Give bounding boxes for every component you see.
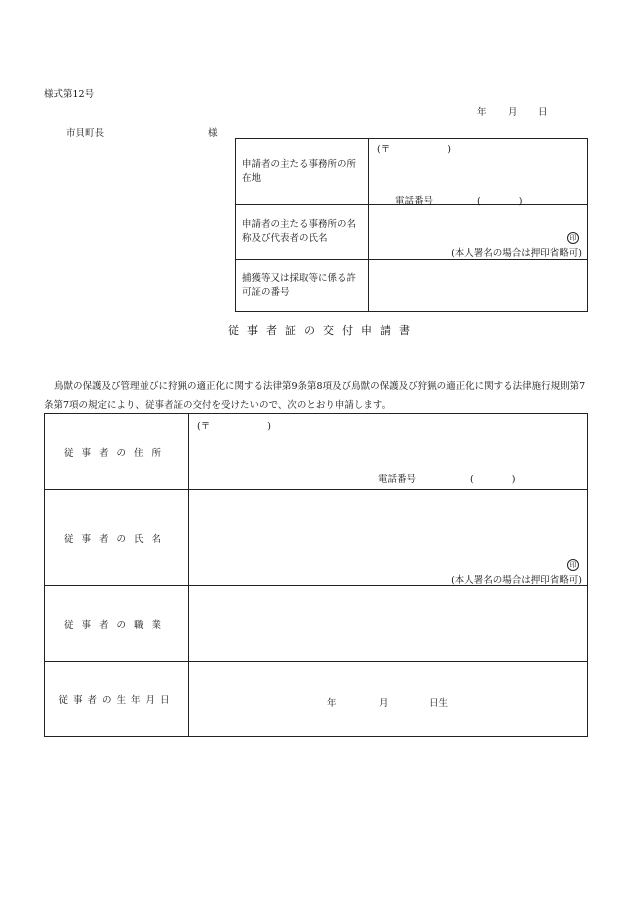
worker-address-field[interactable] <box>189 414 588 490</box>
worker-phone-paren: ( ) <box>470 474 516 485</box>
applicant-name-field[interactable] <box>369 205 588 260</box>
applicant-phone-label: 電話番号 <box>395 196 434 207</box>
worker-address-label: 従事者の住所 <box>63 447 169 459</box>
applicant-name-label: 申請者の主たる事務所の名称及び代表者の氏名 <box>242 219 357 244</box>
applicant-address-label: 申請者の主たる事務所の所在地 <box>242 158 357 184</box>
addressee-honorific: 様 <box>208 128 218 139</box>
applicant-address-field[interactable] <box>369 139 588 205</box>
worker-name-field[interactable] <box>189 490 588 586</box>
applicant-name-label-cell <box>236 205 369 260</box>
worker-occupation-label-cell <box>45 586 189 662</box>
seal-icon: 印 <box>567 232 579 244</box>
birthdate-month: 月 <box>379 698 389 709</box>
worker-address-label-cell <box>45 414 189 490</box>
worker-birthdate-label: 従事者の生年月日 <box>58 695 175 706</box>
applicant-permit-field[interactable] <box>369 260 588 312</box>
applicant-permit-label-cell <box>236 260 369 312</box>
worker-name-label-cell <box>45 490 189 586</box>
applicant-permit-label: 捕獲等又は採取等に係る許可証の番号 <box>242 272 357 298</box>
worker-phone-label: 電話番号 <box>378 474 417 485</box>
worker-occupation-label: 従事者の職業 <box>63 619 169 631</box>
applicant-address-label-cell <box>236 139 369 205</box>
worker-occupation-field[interactable] <box>189 586 588 662</box>
applicant-postal: (〒 ) <box>377 144 451 155</box>
seal-icon: 印 <box>567 559 579 571</box>
applicant-phone-paren: ( ) <box>477 196 523 207</box>
worker-seal-note: (本人署名の場合は押印省略可) <box>451 575 582 586</box>
birthdate-year: 年 <box>327 698 337 709</box>
birthdate-day: 日生 <box>429 698 449 709</box>
date-year: 年 <box>477 107 487 118</box>
worker-birthdate-field[interactable] <box>189 662 588 737</box>
worker-birthdate-label-cell <box>45 662 189 737</box>
form-number: 様式第12号 <box>44 89 95 100</box>
date-day: 日 <box>538 107 548 118</box>
date-month: 月 <box>508 107 518 118</box>
page-title: 従事者証の交付申請書 <box>228 324 418 337</box>
worker-table <box>44 413 588 737</box>
worker-postal: (〒 ) <box>197 421 271 432</box>
addressee-name: 市貝町長 <box>66 128 105 139</box>
applicant-seal-note: (本人署名の場合は押印省略可) <box>451 248 582 259</box>
application-body-text: 鳥獣の保護及び管理並びに狩猟の適正化に関する法律第9条第8項及び鳥獣の保護及び狩猟の適正化に関する法律施行規則第7条第7項の規定により、従事者証の交付を受けたいので、次のとおり申請します。 <box>44 381 586 411</box>
applicant-table <box>235 138 588 312</box>
worker-name-label: 従事者の氏名 <box>63 533 169 545</box>
